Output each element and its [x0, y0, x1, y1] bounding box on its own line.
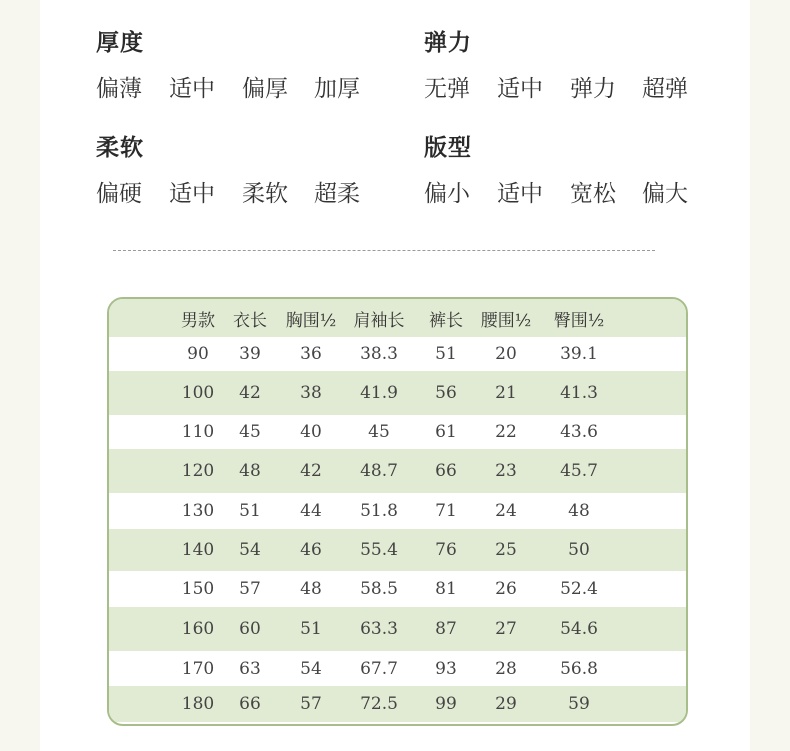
attr-title: 柔软	[96, 134, 144, 161]
attr-option-selected	[162, 70, 222, 103]
attr-option	[89, 175, 149, 208]
table-cell: 48.7	[360, 461, 398, 481]
attr-option	[417, 175, 477, 208]
table-cell: 50	[568, 540, 590, 560]
attr-option-selected	[490, 175, 550, 208]
table-cell: 23	[495, 461, 517, 481]
table-cell: 76	[435, 540, 457, 560]
table-cell: 20	[495, 344, 517, 364]
table-cell: 48	[300, 579, 322, 599]
table-cell: 60	[239, 619, 261, 639]
table-row	[109, 571, 686, 607]
table-cell: 45.7	[560, 461, 598, 481]
table-cell: 44	[300, 501, 322, 521]
attr-option	[563, 70, 623, 103]
attr-option	[307, 70, 367, 103]
attr-option-label: 偏大	[642, 181, 688, 207]
table-cell: 24	[495, 501, 517, 521]
attr-option-label: 偏厚	[242, 76, 288, 102]
table-cell: 67.7	[360, 658, 398, 679]
table-cell: 39	[239, 344, 261, 364]
table-cell: 45	[368, 422, 390, 442]
table-cell: 52.4	[560, 579, 598, 599]
attr-option	[417, 70, 477, 103]
table-header-row	[109, 299, 686, 337]
attr-option-label: 适中	[169, 76, 215, 102]
attr-option	[635, 70, 695, 103]
table-cell: 22	[495, 422, 517, 442]
table-cell: 21	[495, 383, 517, 403]
table-cell: 39.1	[560, 344, 598, 364]
table-cell: 41.9	[360, 383, 398, 403]
table-row	[109, 337, 686, 371]
attr-option-label: 无弹	[424, 76, 470, 102]
attr-title: 厚度	[96, 29, 144, 56]
table-row	[109, 493, 686, 529]
table-cell: 120	[181, 461, 215, 481]
table-cell: 43.6	[560, 422, 598, 442]
attr-option	[235, 70, 295, 103]
table-cell: 180	[181, 694, 215, 714]
table-cell: 26	[495, 579, 517, 599]
table-row	[109, 371, 686, 415]
table-header-cell: 臀围½	[553, 310, 605, 331]
table-cell: 93	[435, 658, 457, 679]
attr-option-label: 超柔	[314, 181, 360, 207]
table-cell: 66	[435, 461, 457, 481]
table-cell: 38	[300, 383, 322, 403]
attr-option	[89, 70, 149, 103]
attr-option-label: 超弹	[642, 76, 688, 102]
table-cell: 42	[300, 461, 322, 481]
table-cell: 54	[239, 540, 261, 560]
attr-option-label: 宽松	[570, 181, 616, 207]
table-row	[109, 686, 686, 722]
table-cell: 81	[435, 579, 457, 599]
attr-option-label: 适中	[497, 76, 543, 102]
table-cell: 56	[435, 383, 457, 403]
table-cell: 140	[181, 540, 215, 560]
table-cell: 160	[181, 619, 215, 639]
table-cell: 29	[495, 694, 517, 714]
table-header-cell: 男款	[181, 310, 215, 331]
table-cell: 40	[300, 422, 322, 442]
table-cell: 51	[300, 619, 322, 639]
table-cell: 25	[495, 540, 517, 560]
table-header-cell: 肩袖长	[353, 310, 405, 331]
table-cell: 45	[239, 422, 261, 442]
table-cell: 110	[181, 422, 215, 442]
attr-option	[563, 175, 623, 208]
attr-option-label: 偏硬	[96, 181, 142, 207]
table-cell: 56.8	[560, 658, 598, 679]
table-cell: 59	[568, 694, 590, 714]
table-header-cell: 裤长	[429, 310, 463, 331]
table-row	[109, 449, 686, 493]
table-row	[109, 415, 686, 449]
attr-option-selected	[490, 70, 550, 103]
table-cell: 42	[239, 383, 261, 403]
table-cell: 90	[187, 344, 209, 364]
table-cell: 66	[239, 694, 261, 714]
attr-option-selected	[162, 175, 222, 208]
table-cell: 71	[435, 501, 457, 521]
attr-option-label: 适中	[169, 181, 215, 207]
size-table	[107, 297, 688, 726]
table-header-cell: 腰围½	[480, 310, 532, 331]
table-cell: 100	[181, 383, 215, 403]
table-cell: 51.8	[360, 501, 398, 521]
table-cell: 63.3	[360, 619, 398, 639]
attr-title: 弹力	[424, 29, 472, 56]
table-cell: 57	[300, 694, 322, 714]
table-row	[109, 607, 686, 651]
table-cell: 27	[495, 619, 517, 639]
table-cell: 57	[239, 579, 261, 599]
table-cell: 54	[300, 658, 322, 679]
table-header-cell: 胸围½	[285, 310, 337, 331]
dashed-divider	[113, 250, 655, 251]
table-cell: 58.5	[360, 579, 398, 599]
table-cell: 61	[435, 422, 457, 442]
attr-option-label: 加厚	[314, 76, 360, 102]
attr-option-label: 偏小	[424, 181, 470, 207]
table-cell: 150	[181, 579, 215, 599]
table-cell: 28	[495, 658, 517, 679]
table-cell: 48	[568, 501, 590, 521]
attr-option-label: 弹力	[570, 76, 616, 102]
table-row	[109, 529, 686, 571]
attr-option-label: 偏薄	[96, 76, 142, 102]
attr-option	[635, 175, 695, 208]
table-cell: 48	[239, 461, 261, 481]
attr-title: 版型	[424, 134, 472, 161]
table-cell: 54.6	[560, 619, 598, 639]
table-cell: 87	[435, 619, 457, 639]
attr-option-label: 适中	[497, 181, 543, 207]
table-cell: 41.3	[560, 383, 598, 403]
table-cell: 72.5	[360, 694, 398, 714]
table-cell: 55.4	[360, 540, 398, 560]
table-cell: 36	[300, 344, 322, 364]
attr-option	[235, 175, 295, 208]
table-cell: 38.3	[360, 344, 398, 364]
table-cell: 99	[435, 694, 457, 714]
table-cell: 63	[239, 658, 261, 679]
attr-option-label: 柔软	[242, 181, 288, 207]
table-cell: 170	[181, 658, 215, 679]
table-header-cell: 衣长	[233, 310, 267, 331]
table-row	[109, 651, 686, 686]
table-cell: 130	[181, 501, 215, 521]
table-cell: 51	[239, 501, 261, 521]
attr-option	[307, 175, 367, 208]
table-cell: 51	[435, 344, 457, 364]
table-cell: 46	[300, 540, 322, 560]
